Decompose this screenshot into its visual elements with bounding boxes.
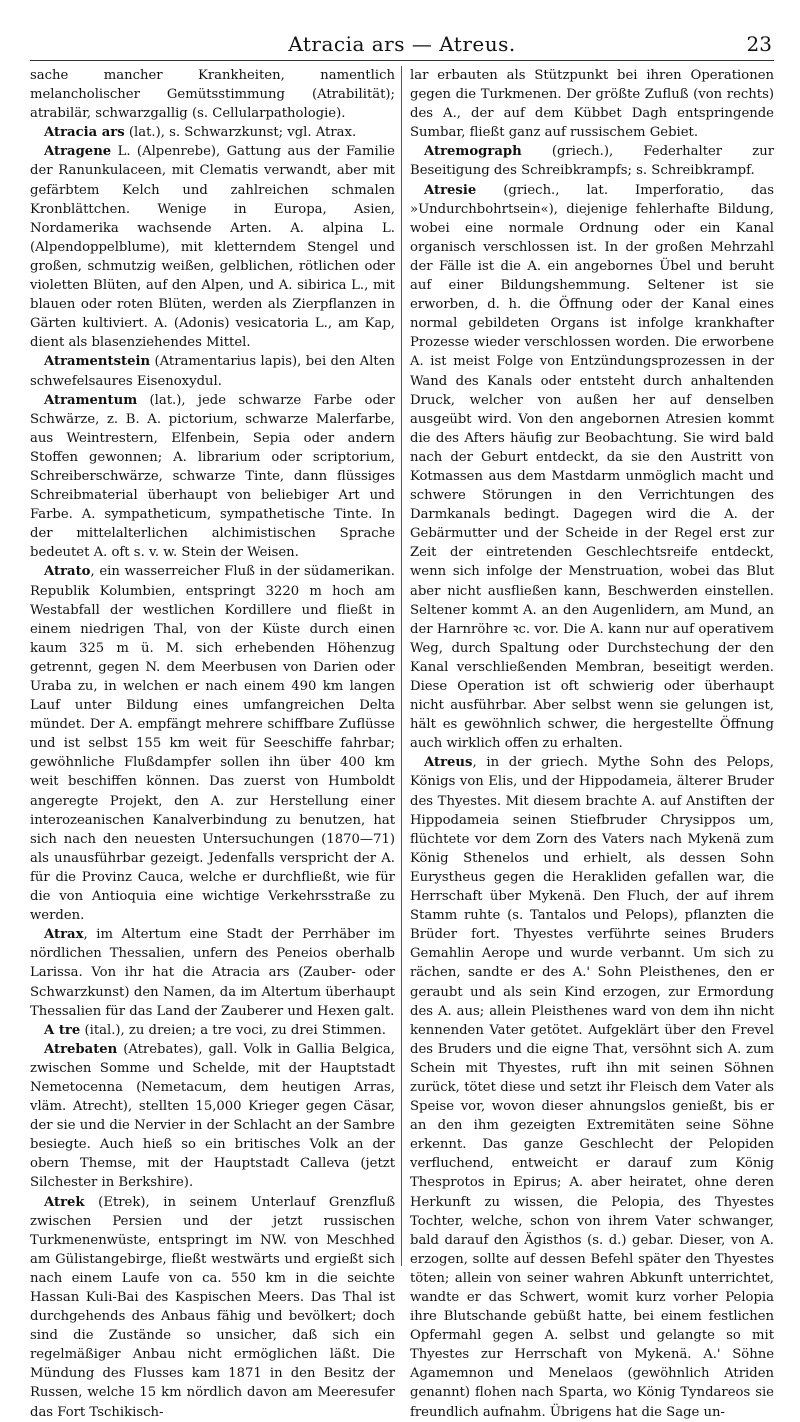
entry-headword: Atramentum xyxy=(44,392,138,408)
entry xyxy=(30,391,395,563)
entry-headword: Atreus xyxy=(424,755,473,771)
page-header xyxy=(30,30,774,61)
entry-headword: Atrato xyxy=(44,564,91,580)
entry-headword: A tre xyxy=(44,1022,81,1038)
entry xyxy=(30,142,395,352)
entry xyxy=(30,925,395,1020)
entry-text: lar erbauten als Stützpunkt bei ihren Operationen gegen die Turkmenen. Der größte Zufluß (von rechts) des A., der auf dem Kübbet Dagh entspringende Sumbar, fließt ganz auf russischem Gebiet. xyxy=(410,68,774,141)
entry-text: (lat.), jede schwarze Farbe oder Schwärze, z. B. A. pictorium, schwarze Malerfarbe, aus Weintrestern, Elfenbein, Sepia oder andern Stoffen gewonnen; A. librarium oder scriptorium, Schreiberschwärze, schwarze Tinte, dann flüssiges Schreibmaterial überhaupt von beliebiger Art und Farbe. A. sympatheticum, sympathetische Tinte. In der mittelalterlichen alchimistischen Sprache bedeutet A. oft s. v. w. Stein der Weisen. xyxy=(30,392,395,561)
entry-text: , im Altertum eine Stadt der Perrhäber im nördlichen Thessalien, unfern des Peneios oberhalb Larissa. Von ihr hat die Atracia ars (Zauber- oder Schwarzkunst) den Namen, da im Altertum überhaupt Thessalien für das Land der Zauberer und Hexen galt. xyxy=(30,927,395,1019)
left-column xyxy=(30,66,395,1420)
entry-headword: Atrax xyxy=(44,927,84,943)
entry-text: L. (Alpenrebe), Gattung aus der Familie der Ranunkulaceen, mit Clematis verwandt, aber mit gefärbtem Kelch und zahlreichen schmalen Kronblättchen. Wenige in Europa, Asien, Nordamerika wachsende Arten. A. alpina L. (Alpendoppelblume), mit kletterndem Stengel und großen, schmutzig weißen, gelblichen, rötlichen oder violetten Blüten, auf den Alpen, und A. sibirica L., mit blauen oder roten Blüten, werden als Zierpflanzen in Gärten kultiviert. A. (Adonis) vesicatoria L., am Kap, dient als blasenziehendes Mittel. xyxy=(30,144,395,351)
running-title: Atracia ars — Atreus. xyxy=(288,32,516,56)
entry-text: (griech., lat. Imperforatio, das »Undurchbohrtsein«), diejenige fehlerhafte Bildung, wobei eine normale Ordnung oder ein Kanal organisch verschlossen ist. In der großen Mehrzahl der Fälle ist die A. ein angebornes Übel und beruht auf einer Bildungshemmung. Seltener ist sie erworben, d. h. die Öffnung oder der Kanal eines normal gebildeten Organs ist infolge krankhafter Prozesse wieder verschlossen worden. Die erworbene A. ist meist Folge von Entzündungsprozessen in der Wand des Kanals oder entsteht durch anhaltenden Druck, welcher von außen her auf denselben ausgeübt wird. Von den angebornen Atresien kommt die des Afters häufig zur Beobachtung. Sie wird bald nach der Geburt entdeckt, da sie den Austritt von Kotmassen aus dem Mastdarm unmöglich macht und schwere Störungen in den Verrichtungen des Darmkanals bedingt. Dagegen wird die A. der Gebärmutter und der Scheide in der Regel erst zur Zeit der eintretenden Geschlechtsreife entdeckt, wenn sich infolge der Menstruation, wobei das Blut aber nicht ausfließen kann, Beschwerden einstellen. Seltener kommt A. an den Augenlidern, am Mund, an der Harnröhre ꝛc. vor. Die A. kann nur auf operativem Weg, durch Spaltung oder Durchstechung der den Kanal verschließenden Membran, beseitigt werden. Diese Operation ist oft schwierig oder überhaupt nicht ausführbar. Aber selbst wenn sie gelungen ist, hält es gewöhnlich schwer, die hergestellte Öffnung auch wirklich offen zu erhalten. xyxy=(410,182,774,752)
page-number: 23 xyxy=(746,32,772,56)
entry-text: (griech.), Federhalter zur Beseitigung des Schreibkrampfs; s. Schreibkrampf. xyxy=(410,144,774,179)
right-column xyxy=(410,66,774,1420)
entry-headword: Atramentstein xyxy=(44,354,151,370)
entry xyxy=(410,181,774,754)
entry xyxy=(30,1021,395,1040)
entry-headword: Atremograph xyxy=(424,144,522,160)
entry-headword: Atrek xyxy=(44,1194,85,1210)
entry-text: (ital.), zu dreien; a tre voci, zu drei Stimmen. xyxy=(80,1022,386,1038)
entry-headword: Atragene xyxy=(44,144,112,160)
entry xyxy=(30,123,395,142)
entry xyxy=(30,66,395,123)
entry xyxy=(30,1193,395,1422)
entry xyxy=(30,562,395,925)
entry-text: (Atramentarius lapis), bei den Alten schwefelsaures Eisenoxydul. xyxy=(30,354,395,389)
entry-text: (Etrek), in seinem Unterlauf Grenzfluß zwischen Persien und der jetzt russischen Turkmenenwüste, entspringt im NW. von Meschhed am Gülistangebirge, fließt westwärts und ergießt sich nach einem Laufe von ca. 550 km in die seichte Hassan Kuli-Bai des Kaspischen Meers. Das Thal ist durchgehends des Anbaus fähig und bevölkert; doch sind die Zustände so unsicher, daß sich ein regelmäßiger Anbau nicht ermöglichen läßt. Die Mündung des Flusses kam 1871 in den Besitz der Russen, welche 15 km nördlich davon am Meeresufer das Fort Tschikisch- xyxy=(30,1194,395,1420)
entry xyxy=(410,142,774,180)
entry-headword: Atresie xyxy=(424,182,477,198)
entry-headword: Atrebaten xyxy=(44,1041,118,1057)
entry-text: (Atrebates), gall. Volk in Gallia Belgica, zwischen Somme und Schelde, mit der Hauptstadt Nemetocenna (Nemetacum, dem heutigen Arras, vläm. Atrecht), stellten 15,000 Krieger gegen Cäsar, der sie und die Nervier in der Schlacht an der Sambre besiegte. Auch hieß so ein britisches Volk an der obern Themse, mit der Hauptstadt Calleva (jetzt Silchester in Berkshire). xyxy=(30,1041,395,1191)
entry-text: (lat.), s. Schwarzkunst; vgl. Atrax. xyxy=(124,125,357,141)
entry-text: sache mancher Krankheiten, namentlich melancholischer Gemütsstimmung (Atrabilität); atrabilär, schwarzgallig (s. Cellularpathologie). xyxy=(30,68,395,122)
entry xyxy=(30,352,395,390)
entry xyxy=(410,753,774,1421)
entry-text: , in der griech. Mythe Sohn des Pelops, Königs von Elis, und der Hippodameia, älterer Bruder des Thyestes. Mit diesem brachte A. auf Anstiften der Hippodameia seinen Stiefbruder Chrysippos um, flüchtete vor dem Zorn des Vaters nach Mykenä zum König Sthenelos und erhielt, als dessen Sohn Eurystheus gegen die Herakliden gefallen war, die Herrschaft über Mykenä. Den Fluch, der auf ihrem Stamm ruhte (s. Tantalos und Pelops), pflanzten die Brüder fort. Thyestes verführte seines Bruders Gemahlin Aerope und wurde verbannt. Um sich zu rächen, sandte er des A.' Sohn Pleisthenes, den er geraubt und als sein Kind erzogen, zur Ermordung des A. aus; allein Pleisthenes ward von dem ihn nicht kennenden Vater getötet. Aufgeklärt über den Frevel des Bruders und die eigne That, versöhnt sich A. zum Schein mit Thyestes, ruft ihn mit seinen Söhnen zurück, tötet diese und setzt ihr Fleisch dem Vater als Speise vor, wovon dieser ahnungslos genießt, bis er an den ihm gezeigten Extremitäten seine Söhne erkennt. Das ganze Geschlecht der Pelopiden verfluchend, entweicht er darauf zum König Thesprotos in Epirus; A. aber heiratet, ohne deren Herkunft zu wissen, die Pelopia, des Thyestes Tochter, welche, schon von ihrem Vater schwanger, bald darauf den Ägisthos (s. d.) gebar. Dieser, von A. erzogen, sollte auf dessen Befehl später den Thyestes töten; allein von seiner wahren Abkunft unterrichtet, wandte er das Schwert, womit kurz vorher Pelopia ihre Blutschande gebüßt hatte, bei einem festlichen Opfermahl gegen A. selbst und gelangte so mit Thyestes zur Herrschaft von Mykenä. A.' Söhne Agamemnon und Menelaos (gewöhnlich Atriden genannt) flohen nach Sparta, wo König Tyndareos sie freundlich aufnahm. Übrigens hat die Sage un- xyxy=(410,755,774,1420)
column-divider xyxy=(401,66,402,1266)
entry xyxy=(30,1040,395,1193)
entry xyxy=(410,66,774,142)
entry-headword: Atracia ars xyxy=(44,125,125,141)
entry-text: , ein wasserreicher Fluß in der südamerikan. Republik Kolumbien, entspringt 3220 m hoch am Westabfall der westlichen Kordillere und fließt in einem niedrigen Thal, von der Küste durch einen kaum 325 m ü. M. sich erhebenden Höhenzug getrennt, gegen N. dem Meerbusen von Darien oder Uraba zu, in welchen er nach einem 490 km langen Lauf unter Bildung eines umfangreichen Delta mündet. Der A. empfängt mehrere schiffbare Zuflüsse und ist selbst 155 km weit für Seeschiffe fahrbar; gewöhnliche Flußdampfer sollen ihn über 400 km weit beschiffen können. Das zuerst von Humboldt angeregte Projekt, den A. zur Herstellung einer interozeanischen Kanalverbindung zu benutzen, hat sich nach den neuesten Untersuchungen (1870—71) als unausführbar gezeigt. Jedenfalls verspricht der A. für die Provinz Cauca, welche er durchfließt, wie für die von Antioquia eine wichtige Verkehrsstraße zu werden. xyxy=(30,564,395,924)
